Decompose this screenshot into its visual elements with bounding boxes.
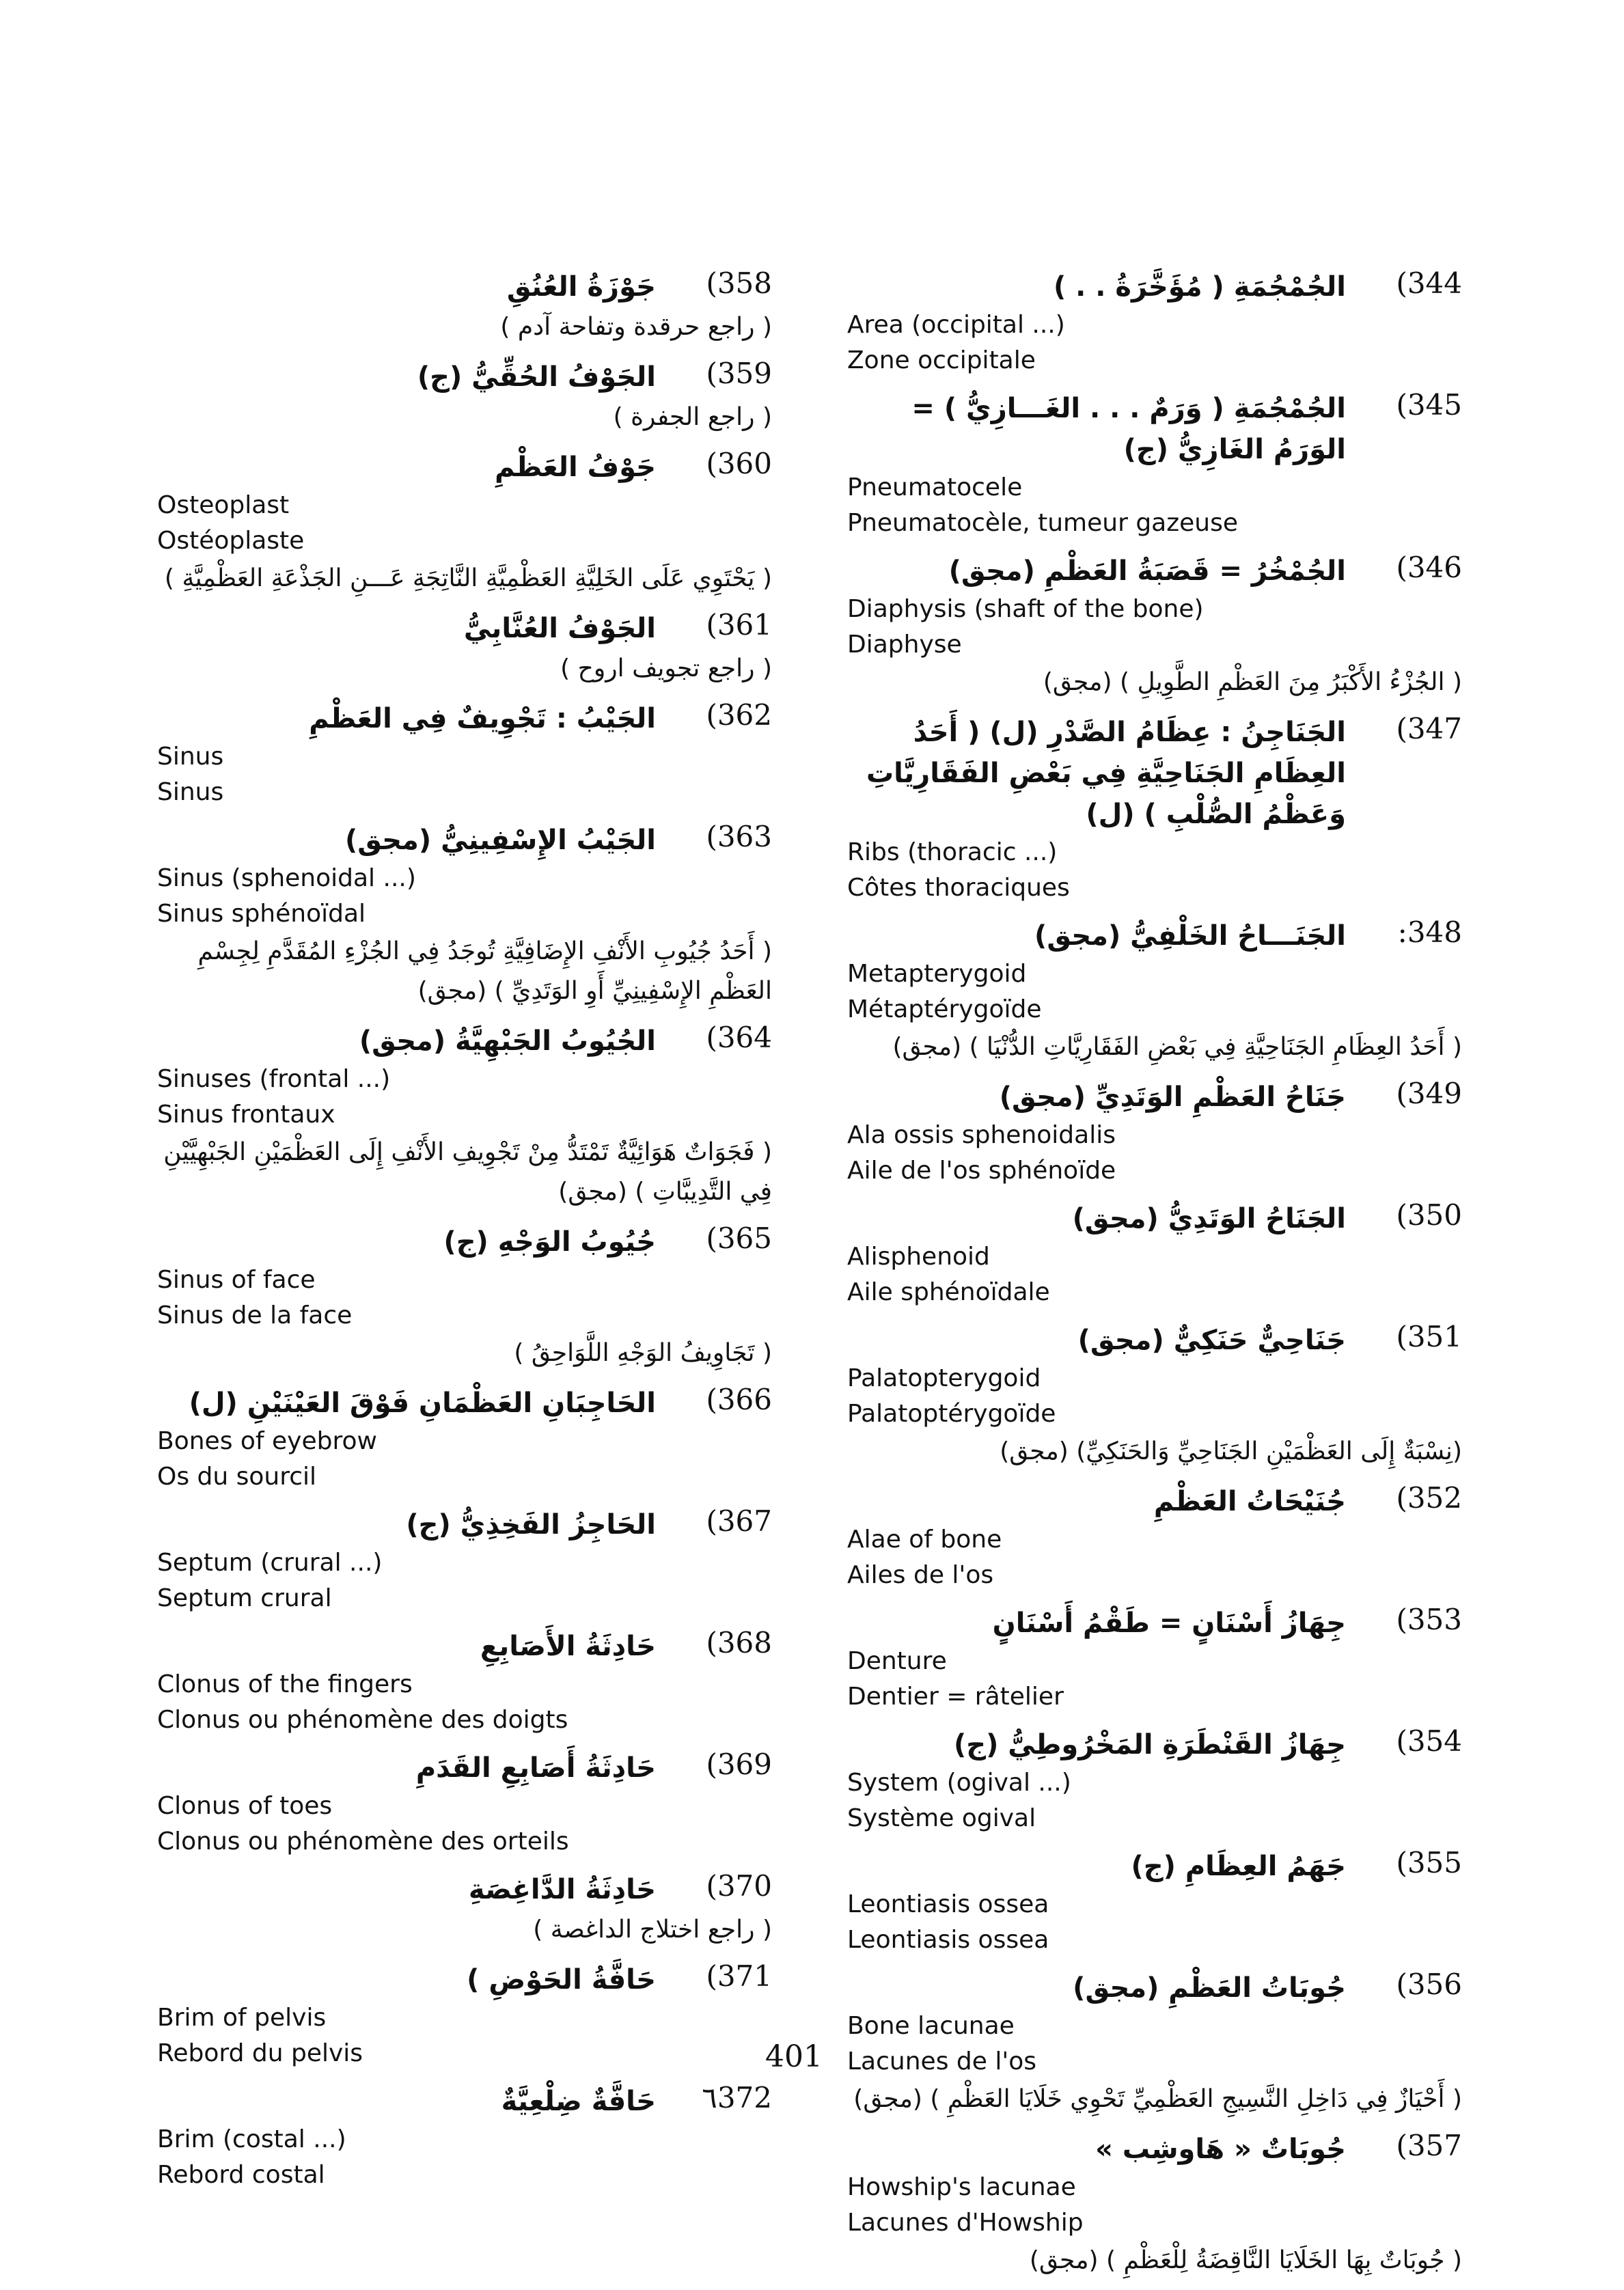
dictionary-entry [847, 1846, 1462, 1958]
entry-number: ٦372 [702, 2081, 772, 2114]
entry-number: (345 [1396, 388, 1462, 422]
french-term: Rebord costal [157, 2161, 325, 2189]
dictionary-entry [157, 2081, 772, 2193]
french-term: Palatoptérygoïde [847, 1400, 1056, 1428]
arabic-definition: ( الجُزْءُ الأَكْبَرُ مِنَ العَظْمِ الطَّوِيلِ ) (مجق) [1043, 668, 1462, 696]
arabic-term: الحَاجِبَانِ العَظْمَانِ فَوْقَ العَيْنَيْنِ (ل) [189, 1388, 656, 1419]
dictionary-entry [847, 1320, 1462, 1472]
arabic-definition: ( أَحَدُ جُيُوبِ الأَنْفِ الإِضَافِيَّةِ تُوجَدُ فِي الجُزْءِ المُقَدَّمِ لِجِسْمِ العَظْمِ الإِسْفِينِيِّ أَوِ الوَتَدِيِّ ) (مجق) [197, 937, 772, 1005]
french-term: Diaphyse [847, 631, 962, 659]
entry-number: (356 [1396, 1968, 1462, 2001]
arabic-term: حَادِثَةُ الدَّاغِصَةِ [468, 1874, 656, 1905]
entry-number: (371 [706, 1959, 772, 1993]
page-number: 401 [765, 2039, 823, 2074]
english-term: Sinus [157, 743, 224, 771]
entry-number: (359 [706, 357, 772, 390]
arabic-definition: ( تَجَاوِيفُ الوَجْهِ اللَّوَاحِقُ ) [514, 1339, 772, 1367]
dictionary-entry [157, 1222, 772, 1373]
english-term: Brim (costal ...) [157, 2125, 346, 2153]
english-term: Clonus of the fingers [157, 1670, 413, 1698]
entry-number: (357 [1396, 2129, 1462, 2162]
dictionary-entry [157, 357, 772, 437]
left-column [157, 266, 772, 2203]
english-term: Denture [847, 1647, 947, 1675]
french-term: Lacunes d'Howship [847, 2209, 1084, 2237]
arabic-term: جِهَازُ أَسْنَانٍ = طَقْمُ أَسْنَانٍ [992, 1608, 1346, 1639]
arabic-term: حَافَّةُ الحَوْضِ ) [467, 1964, 656, 1996]
dictionary-entry [847, 1198, 1462, 1310]
entry-number: (353 [1396, 1603, 1462, 1636]
dictionary-entry [847, 388, 1462, 541]
arabic-term: حَادِثَةُ الأَصَابِعِ [480, 1631, 656, 1662]
english-term: Pneumatocele [847, 473, 1023, 501]
dictionary-entry [157, 608, 772, 689]
arabic-term: جُوبَاتٌ « هَاوشِب » [1095, 2134, 1346, 2165]
french-term: Sinus frontaux [157, 1101, 335, 1129]
arabic-term: الجُمْجُمَةِ ( مُؤَخَّرَةُ . . ) [1053, 271, 1346, 303]
arabic-definition: ( راجع اختلاج الداغصة ) [533, 1916, 772, 1944]
arabic-definition: ( راجع الجفرة ) [613, 403, 772, 431]
english-term: Palatopterygoid [847, 1364, 1041, 1392]
dictionary-entry [157, 1504, 772, 1616]
french-term: Côtes thoraciques [847, 874, 1070, 902]
english-term: Ala ossis sphenoidalis [847, 1121, 1116, 1149]
arabic-term: الجَنَاحُ الوَتَدِيُّ (مجق) [1072, 1203, 1346, 1234]
dictionary-entry [157, 1626, 772, 1738]
english-term: Bones of eyebrow [157, 1427, 377, 1455]
arabic-term: الجَنَـــاحُ الخَلْفِيُّ (مجق) [1034, 920, 1346, 952]
entry-number: (344 [1396, 266, 1462, 300]
entry-number: (369 [706, 1748, 772, 1781]
entry-number: (364 [706, 1021, 772, 1054]
entry-number: (358 [706, 266, 772, 300]
arabic-term: حَادِثَةُ أَصَابِعِ القَدَمِ [415, 1752, 656, 1784]
dictionary-entry [157, 447, 772, 598]
french-term: Sinus sphénoïdal [157, 900, 366, 928]
arabic-term: الجَيْبُ : تَجْوِيفٌ فِي العَظْمِ [309, 703, 656, 734]
entry-number: (347 [1396, 712, 1462, 745]
english-term: System (ogival ...) [847, 1769, 1071, 1797]
french-term: Pneumatocèle, tumeur gazeuse [847, 509, 1238, 537]
arabic-definition: ( راجع حرقدة وتفاحة آدم ) [500, 313, 772, 341]
arabic-term: جُوبَاتُ العَظْمِ (مجق) [1073, 1972, 1346, 2004]
arabic-definition: ( يَحْتَوِي عَلَى الخَلِيَّةِ العَظْمِيَّةِ النَّاتِجَةِ عَـــنِ الجَذْعَةِ العَظْمِيَّةِ ) [164, 564, 772, 592]
english-term: Howship's lacunae [847, 2173, 1076, 2201]
english-term: Sinuses (frontal ...) [157, 1065, 391, 1093]
entry-number: (351 [1396, 1320, 1462, 1353]
entry-number: (354 [1396, 1724, 1462, 1758]
arabic-term: حَافَّةٌ ضِلْعِيَّةٌ [501, 2086, 656, 2117]
dictionary-entry [157, 820, 772, 1011]
arabic-term: جُنَيْحَاتُ العَظْمِ [1153, 1486, 1346, 1517]
french-term: Rebord du pelvis [157, 2039, 363, 2067]
dictionary-entry [157, 1959, 772, 2071]
french-term: Métaptérygoïde [847, 995, 1042, 1023]
entry-number: (367 [706, 1504, 772, 1538]
dictionary-entry [847, 1603, 1462, 1715]
arabic-term: جَهَمُ العِظَامِ (ج) [1131, 1851, 1346, 1882]
entry-number: (366 [706, 1383, 772, 1416]
dictionary-entry [157, 266, 772, 347]
entry-number: (362 [706, 698, 772, 732]
french-term: Lacunes de l'os [847, 2047, 1037, 2075]
arabic-term: جِهَازُ القَنْطَرَةِ المَخْرُوطِيُّ (ج) [953, 1729, 1346, 1761]
english-term: Sinus (sphenoidal ...) [157, 864, 416, 892]
arabic-term: الجَوْفُ الحُقِّيُّ (ج) [417, 361, 656, 393]
arabic-term: الجُمْجُمَةِ ( وَرَمٌ . . . الغَـــازِيُّ ) = الوَرَمُ الغَازِيُّ (ج) [911, 393, 1346, 465]
arabic-definition: ( جُوبَاتٌ بِهَا الخَلَايَا النَّاقِضَةُ لِلْعَظْمِ ) (مجق) [1029, 2246, 1462, 2274]
dictionary-entry [157, 1383, 772, 1495]
entry-number: (352 [1396, 1481, 1462, 1515]
dictionary-entry [847, 2129, 1462, 2280]
entry-number: :348 [1397, 915, 1462, 949]
english-term: Bone lacunae [847, 2012, 1015, 2040]
arabic-term: الجُيُوبُ الجَبْهِيَّةُ (مجق) [359, 1025, 656, 1057]
dictionary-entry [157, 1021, 772, 1212]
dictionary-entry [847, 1724, 1462, 1836]
entry-number: (370 [706, 1869, 772, 1903]
french-term: Septum crural [157, 1584, 332, 1612]
arabic-term: جَنَاحُ العَظْمِ الوَتَدِيِّ (مجق) [999, 1081, 1346, 1113]
english-term: Clonus of toes [157, 1792, 333, 1820]
french-term: Sinus de la face [157, 1301, 353, 1329]
french-term: Os du sourcil [157, 1463, 317, 1491]
arabic-term: جُيُوبُ الوَجْهِ (ج) [443, 1226, 656, 1258]
dictionary-entry [847, 1968, 1462, 2119]
dictionary-entry [847, 1481, 1462, 1593]
english-term: Alae of bone [847, 1526, 1002, 1554]
arabic-term: جَنَاحِيٌّ حَنَكِيٌّ (مجق) [1077, 1325, 1346, 1356]
french-term: Aile de l'os sphénoïde [847, 1157, 1116, 1185]
arabic-definition: ( راجع تجويف اروح ) [560, 654, 772, 682]
french-term: Zone occipitale [847, 346, 1036, 374]
arabic-term: الجَيْبُ الإِسْفِينِيُّ (مجق) [344, 825, 656, 856]
entry-number: (355 [1396, 1846, 1462, 1879]
french-term: Aile sphénoïdale [847, 1278, 1050, 1306]
french-term: Ostéoplaste [157, 527, 305, 555]
dictionary-entry [157, 698, 772, 810]
english-term: Septum (crural ...) [157, 1549, 383, 1577]
dictionary-entry [847, 266, 1462, 378]
french-term: Sinus [157, 778, 224, 806]
dictionary-entry [847, 551, 1462, 702]
english-term: Diaphysis (shaft of the bone) [847, 595, 1204, 623]
entry-number: (368 [706, 1626, 772, 1659]
english-term: Brim of pelvis [157, 2004, 327, 2032]
french-term: Leontiasis ossea [847, 1926, 1049, 1954]
english-term: Alisphenoid [847, 1243, 990, 1271]
entry-number: (360 [706, 447, 772, 480]
english-term: Leontiasis ossea [847, 1890, 1049, 1918]
right-column [847, 266, 1462, 2290]
arabic-term: جَوْزَةُ العُنُقِ [506, 271, 656, 303]
entry-number: (346 [1396, 551, 1462, 584]
arabic-term: الجَوْفُ العُنَّابِيُّ [463, 613, 656, 644]
french-term: Dentier = râtelier [847, 1683, 1064, 1711]
english-term: Ribs (thoracic ...) [847, 838, 1058, 866]
arabic-term: الجَنَاجِنُ : عِظَامُ الصَّدْرِ (ل) ( أَحَدُ العِظَامِ الجَنَاحِيَّةِ فِي بَعْضِ الفَقَارِيَّاتِ وَعَظْمُ الصُّلْبِ ) (ل) [866, 717, 1346, 830]
entry-number: (363 [706, 820, 772, 853]
arabic-definition: ( فَجَوَاتٌ هَوَائِيَّةٌ تَمْتَدُّ مِنْ تَجْوِيفِ الأَنْفِ إِلَى العَظْمَيْنِ الجَبْهِيَّيْنِ فِي التَّدِيبَّاتِ ) (مجق) [163, 1138, 772, 1206]
dictionary-entry [847, 712, 1462, 906]
entry-number: (349 [1396, 1077, 1462, 1110]
dictionary-entry [847, 1077, 1462, 1189]
entry-number: (365 [706, 1222, 772, 1255]
arabic-definition: ( أَحْيَازٌ فِي دَاخِلِ النَّسِيجِ العَظْمِيِّ تَحْوِي خَلَايَا العَظْمِ ) (مجق) [853, 2085, 1462, 2113]
dictionary-entry [157, 1748, 772, 1860]
arabic-term: جَوْفُ العَظْمِ [495, 452, 656, 483]
french-term: Système ogival [847, 1804, 1036, 1832]
english-term: Sinus of face [157, 1266, 316, 1294]
french-term: Ailes de l'os [847, 1561, 994, 1589]
dictionary-entry [847, 915, 1462, 1067]
entry-number: (350 [1396, 1198, 1462, 1232]
arabic-definition: ( أَحَدُ العِظَامِ الجَنَاحِيَّةِ فِي بَعْضِ الفَقَارِيَّاتِ الدُّنْيَا ) (مجق) [892, 1033, 1462, 1061]
arabic-term: الحَاجِزُ الفَخِذِيُّ (ج) [406, 1509, 656, 1541]
french-term: Clonus ou phénomène des orteils [157, 1827, 569, 1856]
entry-number: (361 [706, 608, 772, 642]
english-term: Metapterygoid [847, 960, 1027, 988]
french-term: Clonus ou phénomène des doigts [157, 1706, 568, 1734]
arabic-term: الجُمْخُرُ = قَصَبَةُ العَظْمِ (مجق) [948, 555, 1346, 587]
arabic-definition: (نِسْبَةٌ إِلَى العَظْمَيْنِ الجَنَاحِيِّ وَالحَنَكِيِّ) (مجق) [1000, 1437, 1462, 1465]
english-term: Area (occipital ...) [847, 311, 1065, 339]
english-term: Osteoplast [157, 491, 290, 519]
dictionary-entry [157, 1869, 772, 1950]
